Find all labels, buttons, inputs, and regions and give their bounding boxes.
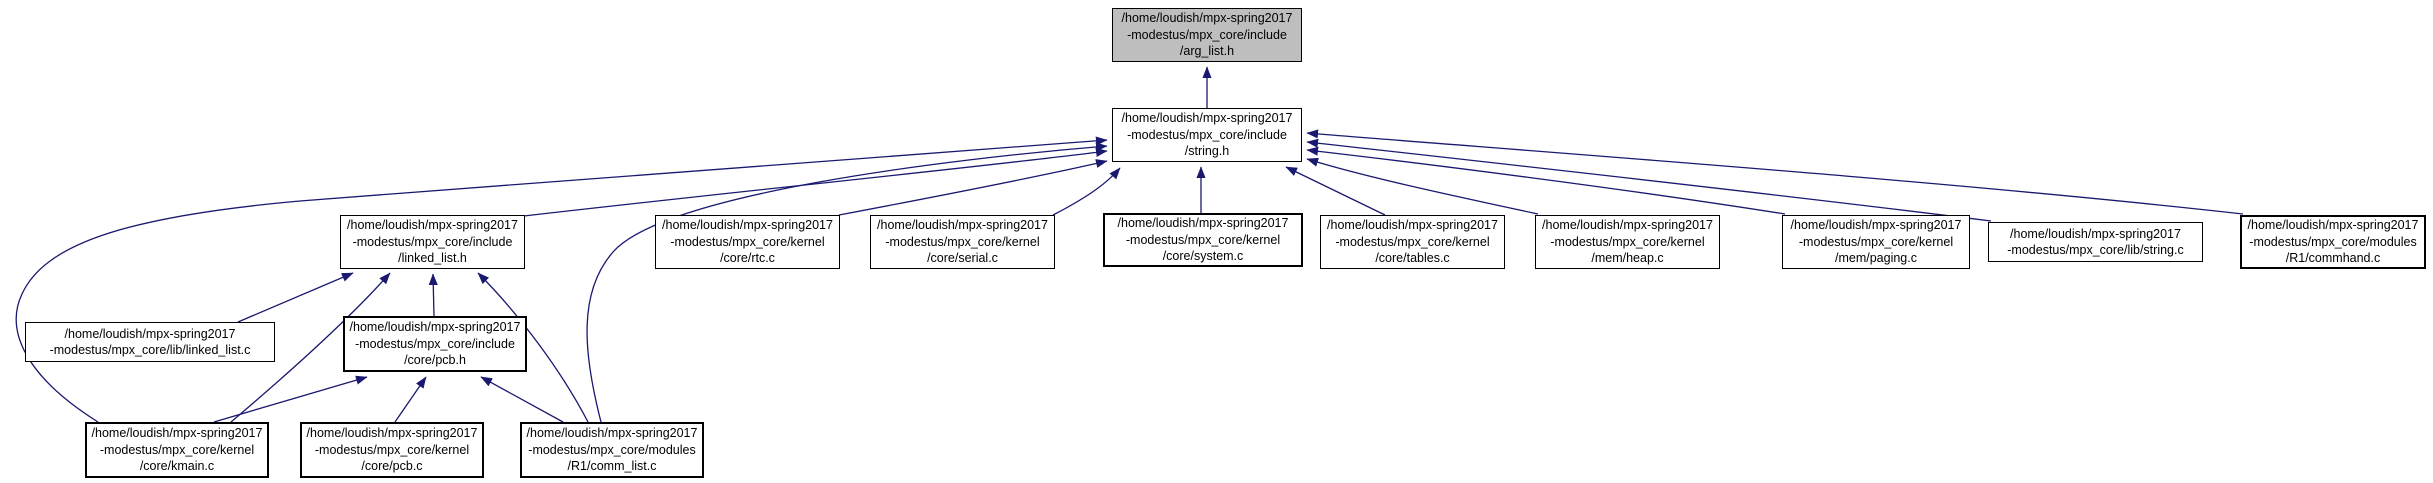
node-paging_c[interactable] — [1782, 215, 1970, 269]
node-rtc_c[interactable] — [655, 215, 840, 269]
node-kmain_c-label-line: /home/loudish/mpx-spring2017 — [91, 426, 263, 441]
node-paging_c-label-line: -modestus/mpx_core/kernel — [1798, 234, 1954, 249]
edge-pcb_h-to-linked_list_h — [433, 274, 434, 316]
edge-tables_c-to-string_h — [1286, 167, 1385, 215]
node-linked_list_h-label-line: /linked_list.h — [398, 251, 467, 266]
node-tables_c-label-line: /home/loudish/mpx-spring2017 — [1327, 218, 1498, 233]
node-commhand_c[interactable] — [2240, 215, 2426, 269]
node-system_c-label-line: /core/system.c — [1162, 249, 1244, 264]
node-arg_list_h-label-line: /arg_list.h — [1179, 44, 1235, 59]
node-system_c[interactable] — [1103, 213, 1303, 267]
node-string_h-label-line: /string.h — [1184, 144, 1230, 159]
node-heap_c-label-line: /mem/heap.c — [1591, 251, 1664, 266]
edge-commhand_c-to-string_h — [1307, 133, 2243, 214]
node-arg_list_h-label-line: -modestus/mpx_core/include — [1127, 27, 1287, 42]
node-comm_list_c-label-line: /home/loudish/mpx-spring2017 — [526, 426, 698, 441]
node-serial_c-label-line: /core/serial.c — [927, 251, 998, 266]
node-pcb_c-label-line: /home/loudish/mpx-spring2017 — [306, 426, 478, 441]
node-serial_c-label-line: -modestus/mpx_core/kernel — [885, 234, 1040, 249]
node-kmain_c[interactable] — [85, 422, 269, 478]
node-kmain_c-label-line: -modestus/mpx_core/kernel — [99, 442, 255, 457]
edge-kmain_c-to-pcb_h — [214, 377, 367, 422]
node-arg_list_h — [1112, 8, 1302, 62]
node-string_h-label-line: -modestus/mpx_core/include — [1127, 127, 1287, 142]
node-lib_string_c[interactable] — [1988, 222, 2203, 262]
edge-comm_list_c-to-string_h — [587, 146, 1107, 422]
node-rtc_c-label-line: /core/rtc.c — [720, 251, 775, 266]
node-comm_list_c-label-line: -modestus/mpx_core/modules — [528, 442, 696, 457]
node-pcb_h-label-line: -modestus/mpx_core/include — [355, 336, 515, 351]
node-lib_linked_list_c-label-line: /home/loudish/mpx-spring2017 — [64, 326, 236, 341]
edge-comm_list_c-to-pcb_h — [481, 377, 563, 422]
node-serial_c-label-line: /home/loudish/mpx-spring2017 — [877, 218, 1048, 233]
node-system_c-label-line: /home/loudish/mpx-spring2017 — [1117, 216, 1289, 231]
node-arg_list_h-label-line: /home/loudish/mpx-spring2017 — [1121, 11, 1293, 26]
node-heap_c-label-line: /home/loudish/mpx-spring2017 — [1542, 218, 1713, 233]
node-paging_c-label-line: /home/loudish/mpx-spring2017 — [1790, 218, 1962, 233]
node-lib_linked_list_c-label-line: -modestus/mpx_core/lib/linked_list.c — [49, 343, 251, 357]
edge-kmain_c-to-string_h — [16, 140, 1107, 422]
node-linked_list_h-label-line: /home/loudish/mpx-spring2017 — [347, 218, 518, 233]
edge-serial_c-to-string_h — [1053, 168, 1120, 215]
node-pcb_h-label-line: /core/pcb.h — [404, 353, 466, 368]
node-linked_list_h[interactable] — [340, 215, 525, 269]
node-pcb_c-label-line: /core/pcb.c — [361, 459, 423, 474]
node-comm_list_c[interactable] — [520, 422, 704, 478]
edge-pcb_c-to-pcb_h — [395, 377, 426, 422]
edge-linked_list_h-to-string_h — [524, 151, 1107, 216]
node-lib_linked_list_c[interactable] — [25, 322, 275, 362]
edge-heap_c-to-string_h — [1307, 159, 1538, 214]
node-paging_c-label-line: /mem/paging.c — [1835, 251, 1917, 266]
node-heap_c-label-line: -modestus/mpx_core/kernel — [1550, 234, 1705, 249]
node-string_h-label-line: /home/loudish/mpx-spring2017 — [1121, 111, 1293, 126]
node-pcb_h-label-line: /home/loudish/mpx-spring2017 — [349, 320, 521, 335]
node-pcb_c[interactable] — [300, 422, 484, 478]
node-lib_string_c-label-line: -modestus/mpx_core/lib/string.c — [2007, 243, 2184, 257]
edge-lib_string_c-to-string_h — [1307, 142, 1991, 221]
node-tables_c-label-line: /core/tables.c — [1375, 251, 1450, 266]
node-pcb_c-label-line: -modestus/mpx_core/kernel — [314, 442, 470, 457]
node-tables_c[interactable] — [1320, 215, 1505, 269]
node-heap_c[interactable] — [1535, 215, 1720, 269]
node-kmain_c-label-line: /core/kmain.c — [139, 459, 215, 474]
node-pcb_h[interactable] — [343, 316, 527, 372]
edge-lib_linked_list_c-to-linked_list_h — [238, 273, 353, 322]
node-comm_list_c-label-line: /R1/comm_list.c — [567, 459, 657, 474]
node-commhand_c-label-line: /R1/commhand.c — [2285, 251, 2381, 266]
node-tables_c-label-line: -modestus/mpx_core/kernel — [1335, 234, 1490, 249]
node-commhand_c-label-line: -modestus/mpx_core/modules — [2249, 234, 2417, 249]
node-serial_c[interactable] — [870, 215, 1055, 269]
node-rtc_c-label-line: /home/loudish/mpx-spring2017 — [662, 218, 833, 233]
node-lib_string_c-label-line: /home/loudish/mpx-spring2017 — [2010, 226, 2181, 241]
node-linked_list_h-label-line: -modestus/mpx_core/include — [352, 234, 513, 249]
node-string_h[interactable] — [1112, 108, 1302, 162]
node-system_c-label-line: -modestus/mpx_core/kernel — [1125, 232, 1281, 247]
node-rtc_c-label-line: -modestus/mpx_core/kernel — [670, 234, 825, 249]
node-commhand_c-label-line: /home/loudish/mpx-spring2017 — [2247, 218, 2419, 233]
edge-paging_c-to-string_h — [1307, 150, 1785, 214]
